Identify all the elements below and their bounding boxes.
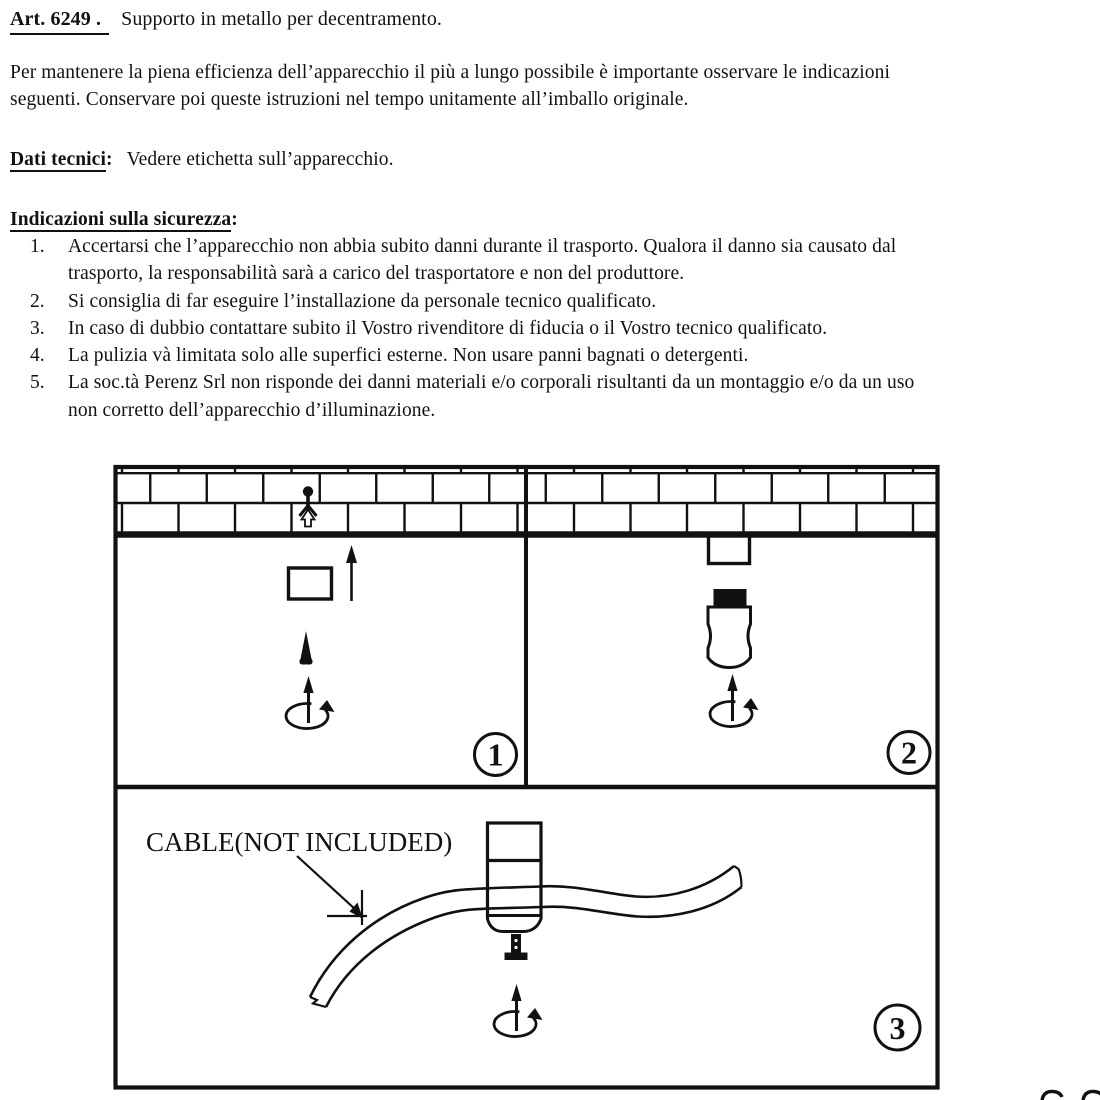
list-item-number: 3. — [30, 317, 45, 339]
panel-step-2 — [708, 536, 930, 774]
safety-heading-colon: : — [231, 209, 238, 230]
panel-step-3 — [146, 823, 920, 1050]
screwdriver-rotation-icon — [494, 984, 542, 1037]
article-number: Art. 6249 . — [10, 6, 109, 35]
cable-curve — [310, 866, 742, 1007]
cable-label: CABLE(NOT INCLUDED) — [146, 827, 453, 857]
screw-icon — [300, 631, 313, 665]
list-item-text: In caso di dubbio contattare subito il Vostro rivenditore di fiducia o il Vostro tecnico qualificato. — [68, 317, 828, 339]
grub-screw-icon — [505, 934, 528, 960]
list-item-text: La soc.tà Perenz Srl non risponde dei danni materiali e/o corporali risultanti da un montaggio e/o da un uso non corretto dell’apparecchio d’illuminazione. — [68, 372, 915, 421]
partial-footer-glyphs — [1042, 1091, 1100, 1100]
intro-line: seguenti. Conservare poi queste istruzioni nel tempo unitamente all’imballo originale. — [10, 89, 689, 111]
screwdriver-rotation-icon — [286, 676, 334, 729]
step-2-badge — [888, 732, 930, 774]
mounting-plate — [289, 568, 332, 599]
ceiling-bracket — [709, 536, 750, 564]
decentralizer-body — [488, 823, 542, 932]
diagram-frame — [115, 467, 938, 1088]
safety-heading-label: Indicazioni sulla sicurezza — [10, 209, 232, 230]
step-3-badge — [875, 1005, 920, 1050]
svg-text:2: 2 — [901, 734, 917, 771]
list-item-number: 1. — [30, 236, 45, 257]
intro-line: Per mantenere la piena efficienza dell’apparecchio il più a lungo possibile è importante osservare le indicazioni — [10, 62, 890, 83]
up-arrow-icon — [346, 545, 357, 601]
article-description: Supporto in metallo per decentramento. — [121, 8, 443, 30]
cable-label-group — [146, 827, 452, 925]
list-item-number: 2. — [30, 290, 45, 312]
list-item-text: Accertarsi che l’apparecchio non abbia subito danni durante il trasporto. Qualora il danno sia causato dal trasporto, la responsabilità sarà a carico del trasportatore e non del produttore. — [68, 236, 897, 285]
list-item-number: 5. — [30, 372, 45, 394]
svg-text:1: 1 — [487, 736, 504, 773]
technical-data-label: Dati tecnici — [10, 149, 106, 170]
technical-data-text: Vedere etichetta sull’apparecchio. — [126, 149, 394, 170]
svg-text:3: 3 — [889, 1010, 906, 1046]
step-1-badge — [475, 734, 517, 776]
screwdriver-rotation-icon — [710, 674, 758, 727]
leader-arrow — [297, 856, 367, 925]
list-item-text: La pulizia và limitata solo alle superfici esterne. Non usare panni bagnati o detergenti. — [68, 345, 749, 367]
canopy-body — [708, 589, 751, 668]
list-item-number: 4. — [30, 345, 45, 367]
technical-data-colon: : — [105, 149, 113, 170]
list-item-text: Si consiglia di far eseguire l’installazione da personale tecnico qualificato. — [68, 290, 657, 312]
